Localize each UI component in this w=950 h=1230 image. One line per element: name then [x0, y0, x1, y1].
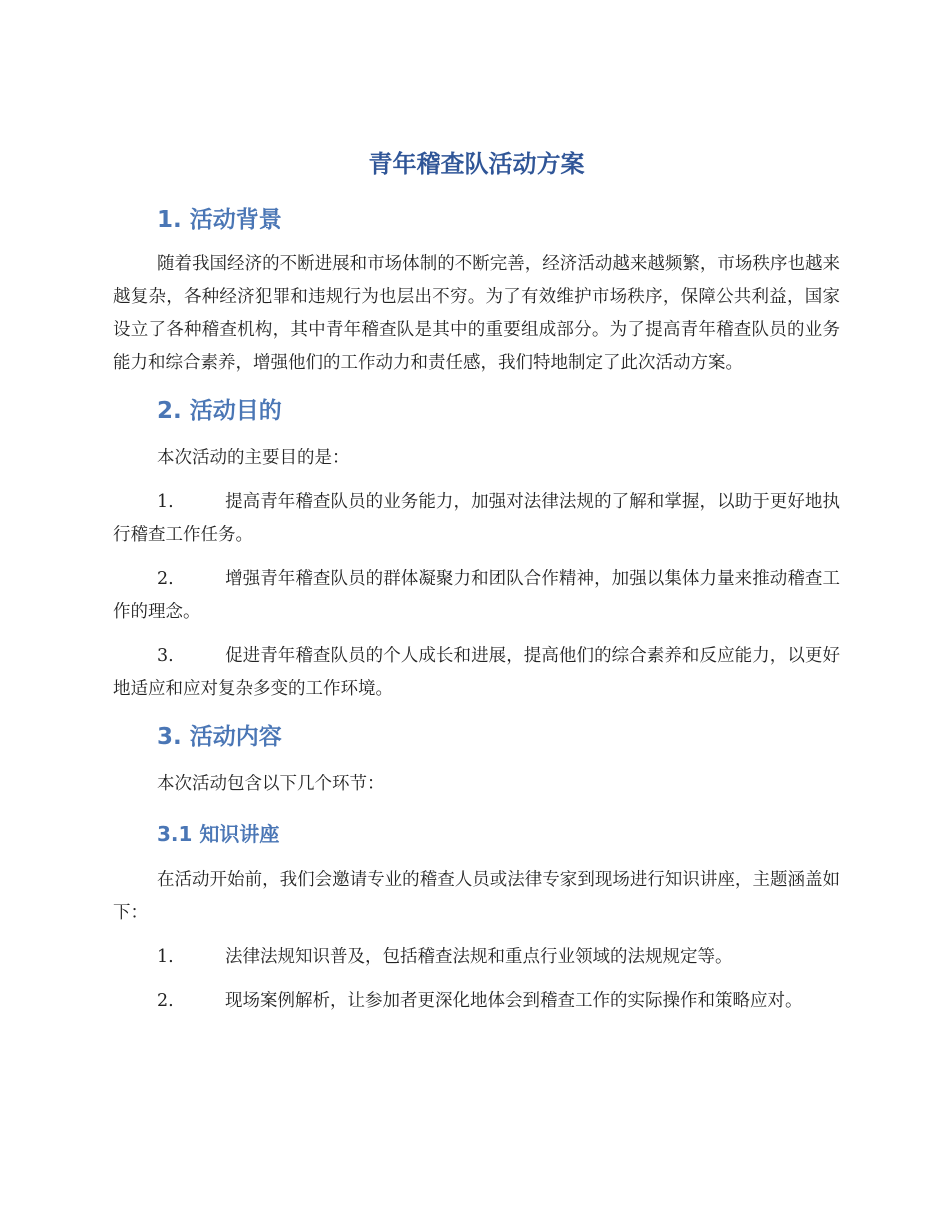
document-title: 青年稽查队活动方案 [368, 150, 585, 178]
list-text: 法律法规知识普及，包括稽查法规和重点行业领域的法规规定等。 [225, 947, 733, 967]
section-heading-purpose: 2. 活动目的 [157, 398, 282, 424]
section-heading-content: 3. 活动内容 [157, 724, 282, 750]
section-heading-background: 1. 活动背景 [157, 207, 282, 233]
list-text: 增强青年稽查队员的群体凝聚力和团队合作精神，加强以集体力量来推动稽查工作的理念。 [113, 569, 840, 622]
list-item [113, 941, 840, 974]
list-number: 1. [157, 492, 174, 512]
purpose-intro: 本次活动的主要目的是： [157, 448, 350, 468]
list-number: 2. [157, 569, 174, 589]
list-item [113, 640, 840, 706]
list-number: 1. [157, 947, 174, 967]
list-number: 2. [157, 991, 174, 1011]
background-paragraph: 随着我国经济的不断进展和市场体制的不断完善，经济活动越来越频繁，市场秩序也越来越复杂，各种经济犯罪和违规行为也层出不穷。为了有效维护市场秩序，保障公共利益，国家设立了各种稽查机构，其中青年稽查队是其中的重要组成部分。为了提高青年稽查队员的业务能力和综合素养，增强他们的工作动力和责任感，我们特地制定了此次活动方案。 [113, 254, 840, 373]
list-text: 现场案例解析，让参加者更深化地体会到稽查工作的实际操作和策略应对。 [225, 991, 803, 1011]
list-number: 3. [157, 646, 174, 666]
subsection-heading-lecture: 3.1 知识讲座 [157, 822, 280, 846]
document-body [113, 140, 840, 1018]
lecture-paragraph: 在活动开始前，我们会邀请专业的稽查人员或法律专家到现场进行知识讲座，主题涵盖如下： [113, 870, 840, 923]
list-item [113, 486, 840, 552]
content-intro: 本次活动包含以下几个环节： [157, 774, 385, 794]
list-item [113, 985, 840, 1018]
list-text: 促进青年稽查队员的个人成长和进展，提高他们的综合素养和反应能力，以更好地适应和应对复杂多变的工作环境。 [113, 646, 840, 699]
list-text: 提高青年稽查队员的业务能力，加强对法律法规的了解和掌握，以助于更好地执行稽查工作任务。 [113, 492, 840, 545]
list-item [113, 563, 840, 629]
